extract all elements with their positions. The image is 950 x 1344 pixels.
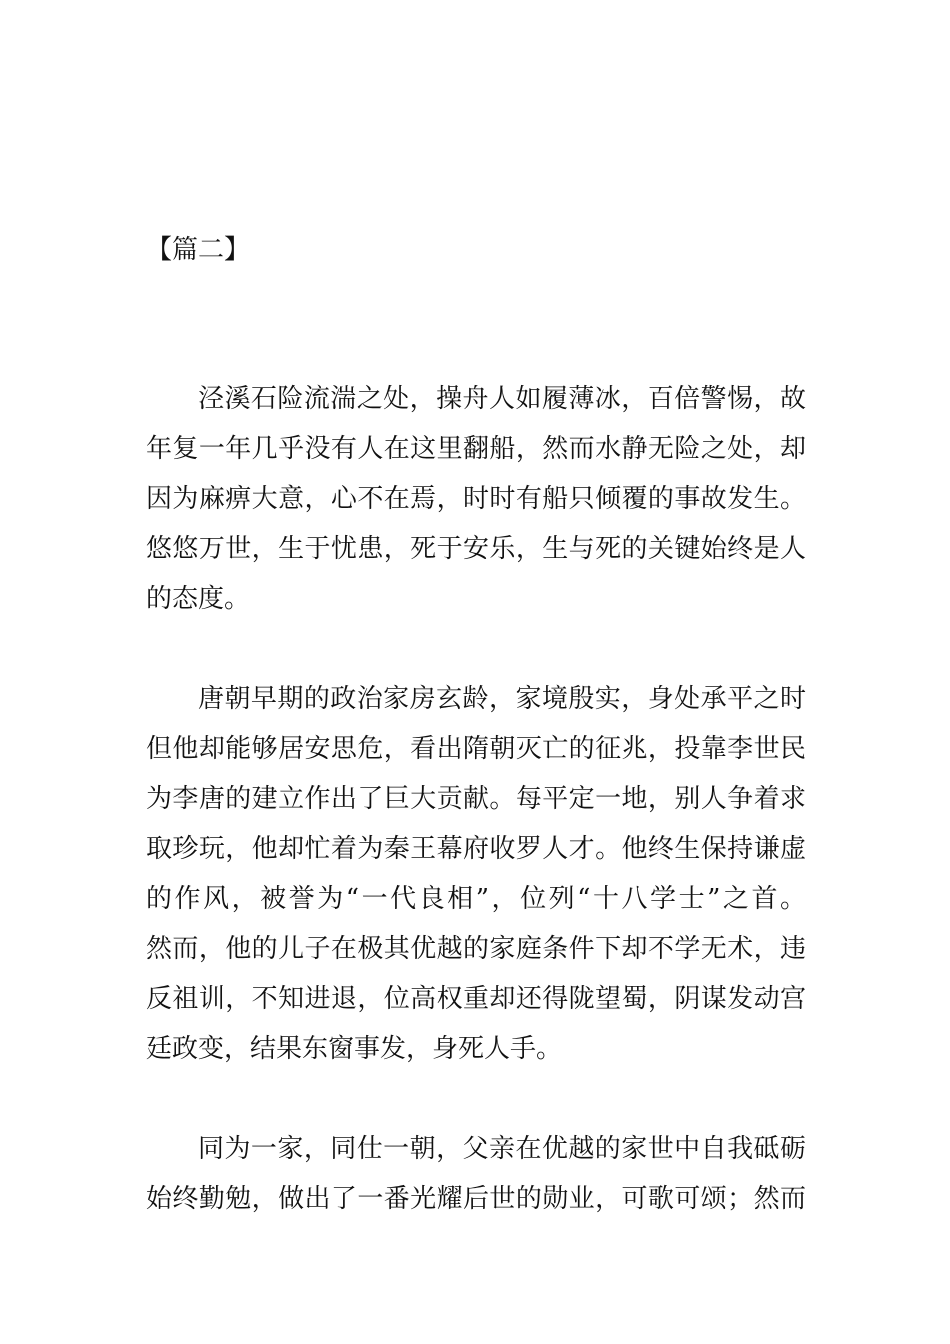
- paragraph-3: [146, 1124, 806, 1224]
- section-heading: 【篇二】: [146, 235, 251, 265]
- paragraph-line: 始终勤勉，做出了一番光耀后世的勋业，可歌可颂；然而: [146, 1184, 806, 1214]
- paragraph-line: 反祖训，不知进退，位高权重却还得陇望蜀，阴谋发动宫: [146, 984, 806, 1014]
- paragraph-line: 但他却能够居安思危，看出隋朝灭亡的征兆，投靠李世民: [146, 734, 806, 764]
- paragraph-1: [146, 374, 806, 624]
- paragraph-2: [146, 674, 806, 1074]
- paragraph-line: 悠悠万世，生于忧患，死于安乐，生与死的关键始终是人: [146, 534, 806, 564]
- paragraph-line: 年复一年几乎没有人在这里翻船，然而水静无险之处，却: [146, 434, 806, 464]
- paragraph-line: 廷政变，结果东窗事发，身死人手。: [146, 1034, 563, 1064]
- paragraph-line: 因为麻痹大意，心不在焉，时时有船只倾覆的事故发生。: [146, 484, 806, 514]
- paragraph-line: 取珍玩，他却忙着为秦王幕府收罗人才。他终生保持谦虚: [146, 834, 806, 864]
- paragraph-line: 的态度。: [146, 584, 251, 614]
- paragraph-line: 泾溪石险流湍之处，操舟人如履薄冰，百倍警惕，故: [198, 384, 806, 414]
- paragraph-line: 的作风，被誉为“一代良相”，位列“十八学士”之首。: [146, 884, 806, 914]
- paragraph-line: 然而，他的儿子在极其优越的家庭条件下却不学无术，违: [146, 934, 806, 964]
- paragraph-line: 唐朝早期的政治家房玄龄，家境殷实，身处承平之时: [198, 684, 806, 714]
- paragraph-line: 同为一家，同仕一朝，父亲在优越的家世中自我砥砺: [198, 1134, 806, 1164]
- paragraph-line: 为李唐的建立作出了巨大贡献。每平定一地，别人争着求: [146, 784, 806, 814]
